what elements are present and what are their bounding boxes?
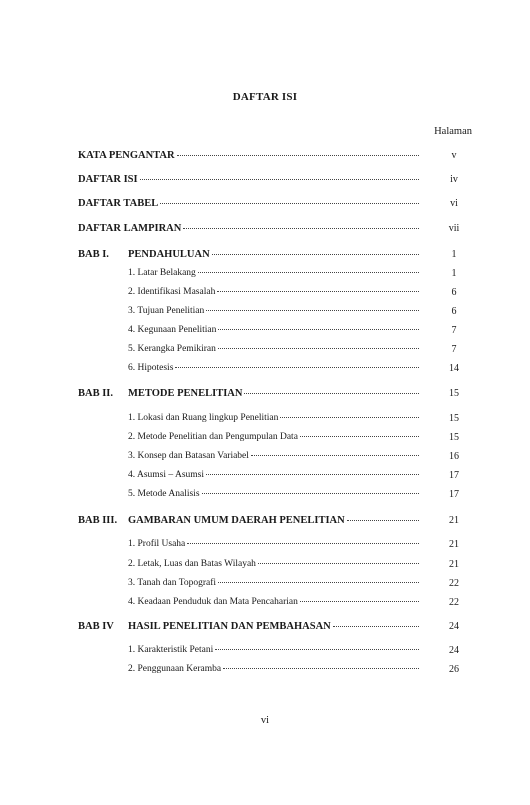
toc-subentry (128, 559, 459, 570)
subentry-label: 4. Kegunaan Penelitian (128, 325, 217, 335)
subentry-label: 2. Letak, Luas dan Batas Wilayah (128, 559, 256, 569)
dot-leader (223, 668, 419, 669)
subentry-label: 1. Lokasi dan Ruang lingkup Penelitian (128, 413, 279, 423)
dot-leader (333, 626, 419, 627)
chapter-page: 15 (449, 388, 459, 399)
toc-entry-page: iv (450, 174, 458, 185)
toc-entry-label: DAFTAR LAMPIRAN (78, 223, 182, 234)
subentry-page: 24 (449, 645, 459, 656)
subentry-page: 15 (449, 413, 459, 424)
dot-leader (177, 155, 419, 156)
subentry-label: 1. Profil Usaha (128, 539, 186, 549)
toc-entry (78, 174, 458, 185)
chapter-page: 21 (449, 515, 459, 526)
toc-subentry (128, 539, 459, 550)
toc-entry (78, 223, 460, 234)
toc-subentry (128, 470, 459, 481)
subentry-page: 22 (449, 597, 459, 608)
subentry-label: 2. Identifikasi Masalah (128, 287, 216, 297)
subentry-label: 5. Kerangka Pemikiran (128, 344, 216, 354)
subentry-label: 4. Asumsi – Asumsi (128, 470, 205, 480)
chapter-number: BAB III. (78, 515, 118, 526)
subentry-page: 7 (451, 344, 457, 355)
subentry-page: 15 (449, 432, 459, 443)
dot-leader (212, 254, 419, 255)
dot-leader (206, 474, 419, 475)
toc-subentry (128, 597, 459, 608)
chapter-page: 1 (451, 249, 457, 260)
subentry-page: 22 (449, 578, 459, 589)
chapter-title: PENDAHULUAN (128, 249, 210, 260)
toc-subentry (128, 451, 459, 462)
toc-entry (78, 198, 458, 209)
dot-leader (140, 179, 419, 180)
toc-subentry (128, 432, 459, 443)
dot-leader (218, 582, 419, 583)
toc-subentry (128, 489, 459, 500)
dot-leader (198, 272, 419, 273)
subentry-page: 16 (449, 451, 459, 462)
toc-subentry (128, 363, 459, 374)
subentry-label: 5. Metode Analisis (128, 489, 200, 499)
toc-entry-page: vii (448, 223, 460, 234)
dot-leader (244, 393, 419, 394)
subentry-label: 3. Tujuan Penelitian (128, 306, 205, 316)
dot-leader (175, 367, 419, 368)
subentry-page: 26 (449, 664, 459, 675)
subentry-page: 17 (449, 470, 459, 481)
subentry-page: 1 (451, 268, 457, 279)
toc-subentry (128, 413, 459, 424)
dot-leader (251, 455, 419, 456)
dot-leader (218, 348, 419, 349)
toc-entry-label: KATA PENGANTAR (78, 150, 175, 161)
dot-leader (160, 203, 419, 204)
subentry-label: 3. Tanah dan Topografi (128, 578, 217, 588)
subentry-page: 21 (449, 559, 459, 570)
chapter-title: GAMBARAN UMUM DAERAH PENELITIAN (128, 515, 345, 526)
subentry-page: 14 (449, 363, 459, 374)
subentry-label: 2. Metode Penelitian dan Pengumpulan Data (128, 432, 298, 442)
subentry-label: 1. Karakteristik Petani (128, 645, 214, 655)
chapter-heading (78, 515, 459, 526)
chapter-page: 24 (449, 621, 459, 632)
dot-leader (206, 310, 419, 311)
subentry-page: 7 (451, 325, 457, 336)
subentry-label: 6. Hipotesis (128, 363, 174, 373)
toc-subentry (128, 578, 459, 589)
dot-leader (217, 291, 419, 292)
toc-subentry (128, 645, 459, 656)
toc-entry-page: v (451, 150, 457, 161)
toc-entry (78, 150, 457, 161)
dot-leader (215, 649, 419, 650)
dot-leader (187, 543, 419, 544)
toc-entry-label: DAFTAR ISI (78, 174, 138, 185)
toc-subentry (128, 325, 457, 336)
toc-entry-label: DAFTAR TABEL (78, 198, 159, 209)
chapter-number: BAB IV (78, 621, 114, 632)
chapter-number: BAB I. (78, 249, 109, 260)
subentry-page: 6 (451, 287, 457, 298)
dot-leader (183, 228, 419, 229)
dot-leader (280, 417, 419, 418)
dot-leader (202, 493, 419, 494)
chapter-title: METODE PENELITIAN (128, 388, 243, 399)
chapter-heading (78, 621, 459, 632)
dot-leader (300, 601, 419, 602)
subentry-label: 1. Latar Belakang (128, 268, 196, 278)
toc-subentry (128, 344, 457, 355)
dot-leader (347, 520, 419, 521)
toc-subentry (128, 306, 457, 317)
chapter-title: HASIL PENELITIAN DAN PEMBAHASAN (128, 621, 331, 632)
toc-subentry (128, 287, 457, 298)
toc-subentry (128, 268, 457, 279)
subentry-page: 21 (449, 539, 459, 550)
toc-subentry (128, 664, 459, 675)
chapter-heading (78, 388, 459, 399)
halaman-header: Halaman (434, 126, 472, 137)
dot-leader (300, 436, 419, 437)
page-number: vi (260, 715, 270, 726)
subentry-page: 6 (451, 306, 457, 317)
dot-leader (218, 329, 419, 330)
dot-leader (258, 563, 419, 564)
chapter-heading (78, 249, 457, 260)
toc-entry-page: vi (450, 198, 458, 209)
subentry-label: 3. Konsep dan Batasan Variabel (128, 451, 249, 461)
page-title: DAFTAR ISI (232, 91, 298, 103)
chapter-number: BAB II. (78, 388, 114, 399)
subentry-label: 2. Penggunaan Keramba (128, 664, 222, 674)
subentry-page: 17 (449, 489, 459, 500)
subentry-label: 4. Keadaan Penduduk dan Mata Pencaharian (128, 597, 298, 607)
